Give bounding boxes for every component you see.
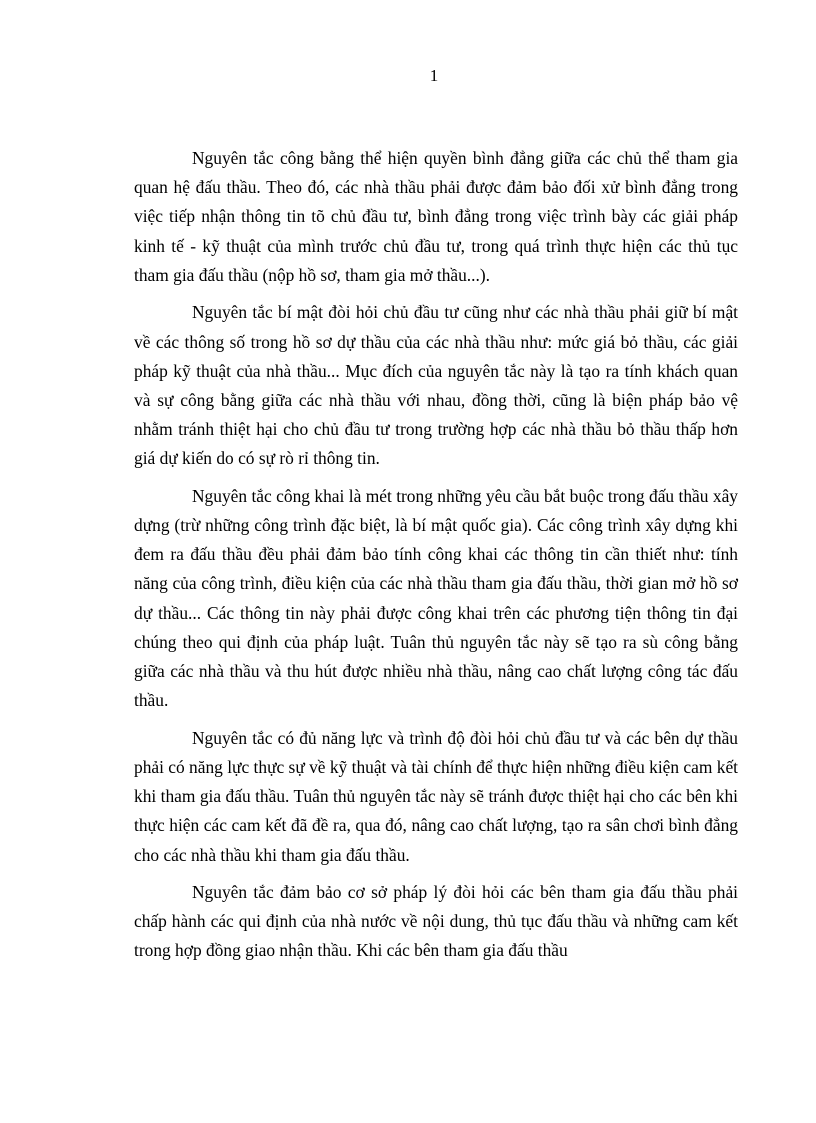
body-text xyxy=(134,144,738,974)
paragraph-legal-basis-principle: Nguyên tắc đảm bảo cơ sở pháp lý đòi hỏi các bên tham gia đấu thầu phải chấp hành các qui định của nhà nước về nội dung, thủ tục đấu thầu và những cam kết trong hợp đồng giao nhận thầu. Khi các bên tham gia đấu thầu xyxy=(134,882,738,961)
paragraph-transparency-principle: Nguyên tắc công khai là mét trong những yêu cầu bắt buộc trong đấu thầu xây dựng (trừ những công trình đặc biệt, là bí mật quốc gia). Các công trình xây dựng khi đem ra đấu thầu đều phải đảm bảo tính công khai các thông tin cần thiết như: tính năng của công trình, điều kiện của các nhà thầu tham gia đấu thầu, thời gian mở hồ sơ dự thầu... Các thông tin này phải được công khai trên các phương tiện thông tin đại chúng theo qui định của pháp luật. Tuân thủ nguyên tắc này sẽ tạo ra sù công bằng giữa các nhà thầu và thu hút được nhiều nhà thầu, nâng cao chất lượng công tác đấu thầu. xyxy=(134,485,738,711)
paragraph-fairness-principle: Nguyên tắc công bằng thể hiện quyền bình đẳng giữa các chủ thể tham gia quan hệ đấu thầu. Theo đó, các nhà thầu phải được đảm bảo đối xử bình đẳng trong việc tiếp nhận thông tin tõ chủ đầu tư, bình đẳng trong việc trình bày các giải pháp kinh tế - kỹ thuật của mình trước chủ đầu tư, trong quá trình thực hiện các thủ tục tham gia đấu thầu (nộp hồ sơ, tham gia mở thầu...). xyxy=(134,148,738,285)
paragraph-confidentiality-principle: Nguyên tắc bí mật đòi hỏi chủ đầu tư cũng như các nhà thầu phải giữ bí mật về các thông số trong hồ sơ dự thầu của các nhà thầu như: mức giá bỏ thầu, các giải pháp kỹ thuật của nhà thầu... Mục đích của nguyên tắc này là tạo ra tính khách quan và sự công bằng giữa các nhà thầu với nhau, đồng thời, cũng là biện pháp bảo vệ nhằm tránh thiệt hại cho chủ đầu tư trong trường hợp các nhà thầu bỏ thầu thấp hơn giá dự kiến do có sự rò rỉ thông tin. xyxy=(134,302,738,469)
paragraph-capability-principle: Nguyên tắc có đủ năng lực và trình độ đòi hỏi chủ đầu tư và các bên dự thầu phải có năng lực thực sự về kỹ thuật và tài chính để thực hiện những điều kiện cam kết khi tham gia đấu thầu. Tuân thủ nguyên tắc này sẽ tránh được thiệt hại cho các bên khi thực hiện các cam kết đã đề ra, qua đó, nâng cao chất lượng, tạo ra sân chơi bình đẳng cho các nhà thầu khi tham gia đấu thầu. xyxy=(134,727,738,865)
page-number: 1 xyxy=(429,66,439,85)
